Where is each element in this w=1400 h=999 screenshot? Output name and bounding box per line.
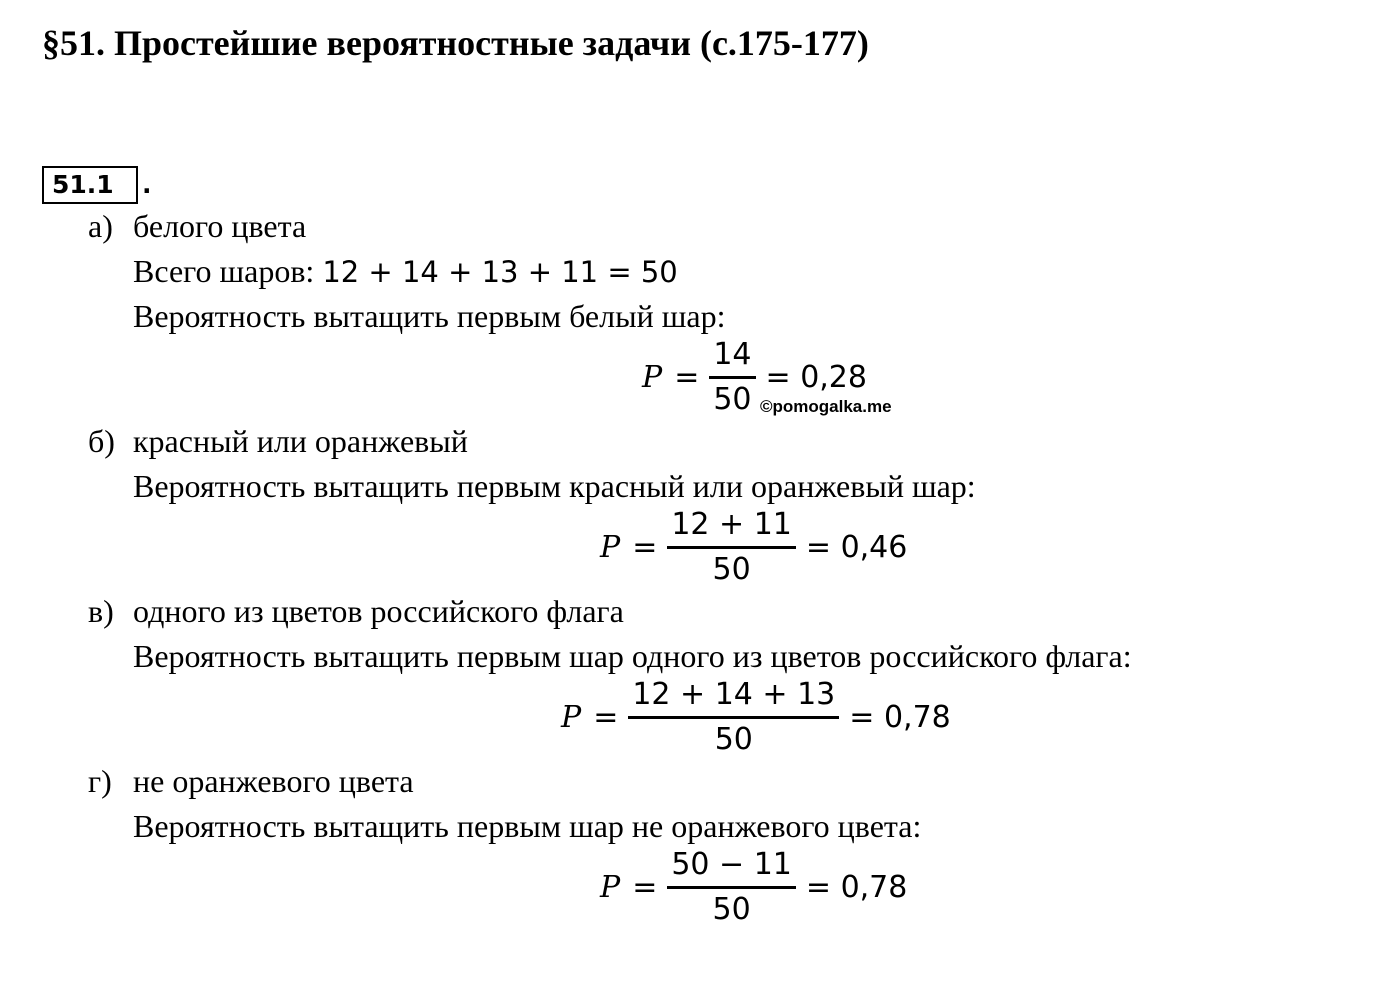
part-a-total-expression: 12 + 14 + 13 + 11 = 50 (322, 255, 678, 289)
part-c-prompt: Вероятность вытащить первым шар одного из цветов российского флага: (133, 638, 1132, 674)
part-a-total-prefix: Всего шаров: (133, 253, 323, 289)
fraction-bar (628, 716, 839, 719)
fraction (709, 338, 755, 417)
formula-result: = 0,46 (805, 530, 908, 565)
fraction-numerator: 12 + 14 + 13 (632, 677, 836, 712)
part-a-total-line (133, 253, 678, 290)
equals-sign: = (632, 530, 658, 565)
fraction-numerator: 14 (713, 337, 752, 372)
fraction (667, 848, 796, 927)
part-a-prompt: Вероятность вытащить первым белый шар: (133, 298, 726, 334)
equals-sign: = (674, 360, 700, 395)
formula-result: = 0,78 (805, 870, 908, 905)
part-d-formula (600, 848, 907, 927)
part-d-label: г) (88, 763, 112, 799)
probability-symbol: P (600, 530, 621, 565)
part-b-heading: красный или оранжевый (133, 423, 468, 459)
fraction-numerator: 50 − 11 (671, 847, 792, 882)
part-c-heading: одного из цветов российского флага (133, 593, 624, 629)
part-a-heading: белого цвета (133, 208, 307, 244)
fraction-numerator: 12 + 11 (671, 507, 792, 542)
part-a-label: а) (88, 208, 113, 244)
equals-sign: = (632, 870, 658, 905)
fraction (667, 508, 796, 587)
fraction-denominator: 50 (713, 382, 752, 417)
equals-sign: = (593, 700, 619, 735)
part-c-formula (561, 678, 951, 757)
problem-number: 51.1 (52, 170, 114, 199)
probability-symbol: P (642, 360, 663, 395)
part-d-prompt: Вероятность вытащить первым шар не оранжевого цвета: (133, 808, 922, 844)
part-b-label: б) (88, 423, 115, 459)
problem-number-dot: . (142, 170, 152, 199)
watermark: ©pomogalka.me (760, 397, 892, 416)
probability-symbol: P (561, 700, 582, 735)
part-b-prompt: Вероятность вытащить первым красный или оранжевый шар: (133, 468, 976, 504)
fraction-bar (667, 546, 796, 549)
probability-symbol: P (600, 870, 621, 905)
formula-result: = 0,78 (849, 700, 951, 735)
part-c-label: в) (88, 593, 114, 629)
page-title: §51. Простейшие вероятностные задачи (с.175-177) (42, 23, 869, 63)
fraction-denominator: 50 (712, 892, 751, 927)
fraction-bar (709, 376, 755, 379)
problem-number-box (42, 166, 152, 204)
fraction (628, 678, 839, 757)
fraction-denominator: 50 (714, 722, 753, 757)
part-b-formula (600, 508, 907, 587)
fraction-bar (667, 886, 796, 889)
part-d-heading: не оранжевого цвета (133, 763, 414, 799)
formula-result: = 0,28 (765, 360, 867, 395)
fraction-denominator: 50 (712, 552, 751, 587)
